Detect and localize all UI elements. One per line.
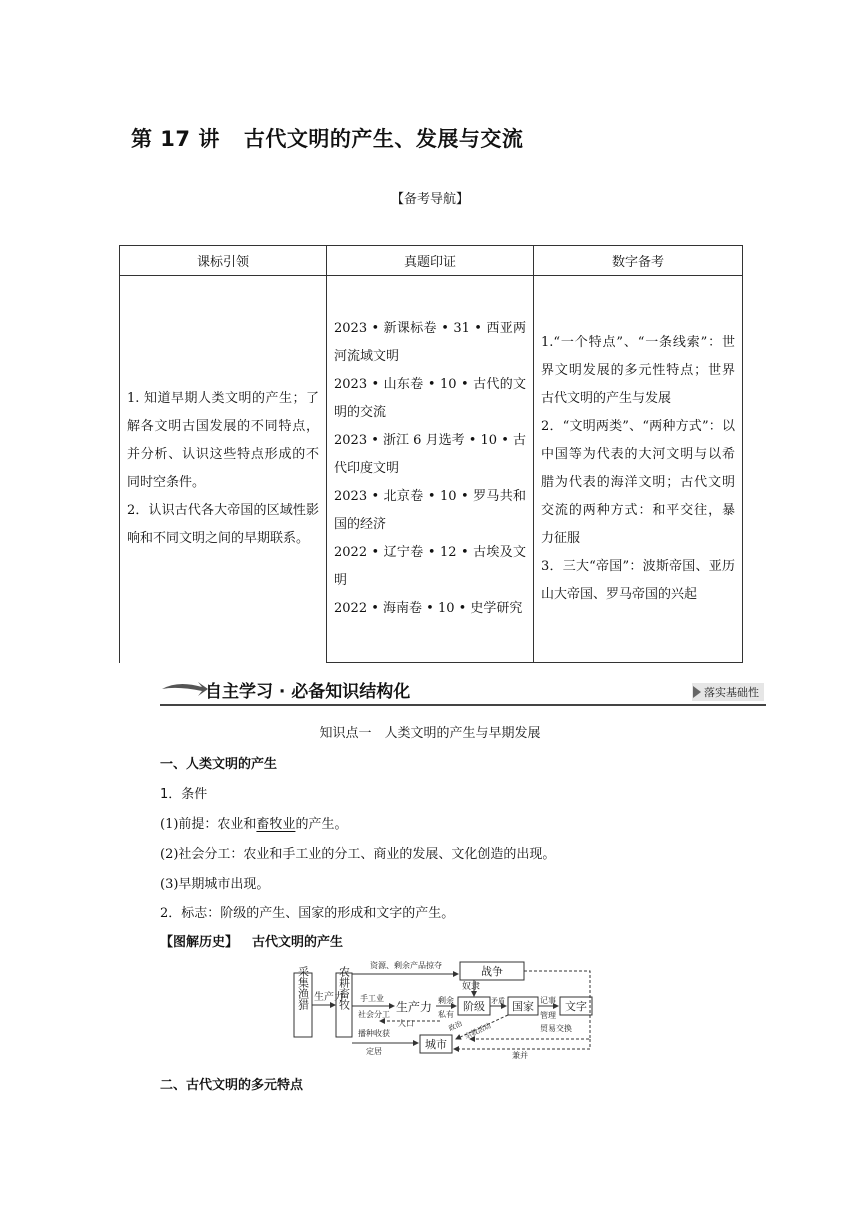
diagram-label: 人口: [398, 1019, 414, 1028]
diagram-label: 贸易交换: [540, 1024, 572, 1033]
heading-2: 二、古代文明的多元特点: [160, 1078, 304, 1093]
diagram-label: 播种收获: [358, 1029, 390, 1038]
diagram-label: 剩余: [438, 996, 454, 1005]
diagram-label: 农耕畜牧: [337, 966, 351, 1010]
lecture-topic: 古代文明的产生、发展与交流: [243, 127, 524, 151]
paragraph: [160, 813, 347, 832]
page-title: [131, 123, 523, 153]
diagram-title: 古代文明的产生: [252, 935, 344, 950]
diagram-label: 阶级: [463, 1000, 485, 1013]
curriculum-item: 2．认识古代各大帝国的区域性影响和不同文明之间的早期联系。: [127, 503, 319, 547]
banner-underline: [160, 704, 766, 706]
diagram-label: 奴隶: [462, 982, 481, 992]
paragraph-text: (1)前提：农业和: [160, 817, 257, 832]
table-header-cell: 课标引领: [120, 246, 327, 276]
exam-item: 2022 • 辽宁卷 • 12 • 古埃及文明: [334, 545, 526, 588]
diagram-label: 生产力: [314, 992, 344, 1003]
underlined-term: 畜牧业: [256, 817, 296, 832]
diagram-heading: [160, 931, 343, 950]
diagram-label: 政治: [447, 1019, 464, 1033]
exam-item: 2023 • 北京卷 • 10 • 罗马共和国的经济: [334, 489, 526, 532]
digital-prep-cell: [534, 276, 743, 663]
diagram-label: 私有: [438, 1010, 454, 1019]
diagram-label: 兼并: [512, 1051, 528, 1059]
diagram-label: 记事: [540, 996, 556, 1005]
paragraph: (3)早期城市出现。: [160, 877, 270, 892]
curriculum-cell: [120, 276, 327, 663]
exam-item: 2022 • 海南卷 • 10 • 史学研究: [334, 601, 523, 616]
diagram-label: 采集渔猎: [296, 966, 310, 1010]
table-header-cell: 真题印证: [327, 246, 534, 276]
diagram-tag: 【图解历史】: [160, 935, 239, 950]
diagram-label: 社会分工: [358, 1010, 390, 1019]
condition-heading: 1．条件: [160, 787, 208, 802]
diagram-label: 战争: [481, 965, 503, 978]
diagram-label: 生产力: [396, 1000, 433, 1014]
paragraph: (2)社会分工：农业和手工业的分工、商业的发展、文化创造的出现。: [160, 847, 556, 862]
diagram-label: 国家: [512, 1000, 534, 1013]
table-header-cell: 数字备考: [534, 246, 743, 276]
banner-tag-label: 落实基础性: [704, 686, 759, 699]
diagram-label: 手工业: [360, 994, 384, 1003]
diagram-label: 矛盾: [491, 997, 505, 1005]
diagram-label: 资源、剩余产品掠夺: [370, 961, 442, 970]
section-banner-title: 自主学习 · 必备知识结构化: [205, 682, 411, 702]
sign-paragraph: 2．标志：阶级的产生、国家的形成和文字的产生。: [160, 906, 455, 921]
table-header-row: [120, 246, 743, 276]
exam-cell: [327, 276, 534, 663]
prep-item: 2．“文明两类”、“两种方式”：以中国等为代表的大河文明与以希腊为代表的海洋文明；古代文明交流的两种方式：和平交往，暴力征服: [541, 419, 735, 546]
diagram-label: 文字: [565, 1000, 587, 1013]
curriculum-item: 1. 知道早期人类文明的产生；了解各文明古国发展的不同特点，并分析、认识这些特点形成的不同时空条件。: [127, 391, 319, 491]
nav-heading: 【备考导航】: [390, 192, 469, 207]
diagram-label: 管理: [540, 1011, 556, 1020]
civilization-diagram: [290, 959, 602, 1059]
heading-1: 一、人类文明的产生: [160, 757, 278, 772]
diagram-label: 城市: [425, 1038, 447, 1051]
prep-item: 3．三大“帝国”：波斯帝国、亚历山大帝国、罗马帝国的兴起: [541, 559, 735, 602]
exam-guide-table: [119, 245, 743, 663]
play-arrow-icon: [693, 686, 701, 698]
paragraph-text: 的产生。: [295, 817, 348, 832]
diagram-label: 定居: [366, 1047, 382, 1056]
table-row: [120, 276, 743, 663]
diagram-label: 宗教活动: [463, 1021, 493, 1041]
exam-item: 2023 • 浙江 6 月选考 • 10 • 古代印度文明: [334, 433, 526, 476]
lecture-number: 第 17 讲: [131, 127, 220, 151]
exam-item: 2023 • 新课标卷 • 31 • 西亚两河流域文明: [334, 321, 526, 364]
section-title: 知识点一 人类文明的产生与早期发展: [319, 726, 541, 741]
prep-item: 1.“一个特点”、“一条线索”：世界文明发展的多元性特点；世界古代文明的产生与发展: [541, 335, 735, 406]
exam-item: 2023 • 山东卷 • 10 • 古代的文明的交流: [334, 377, 526, 420]
